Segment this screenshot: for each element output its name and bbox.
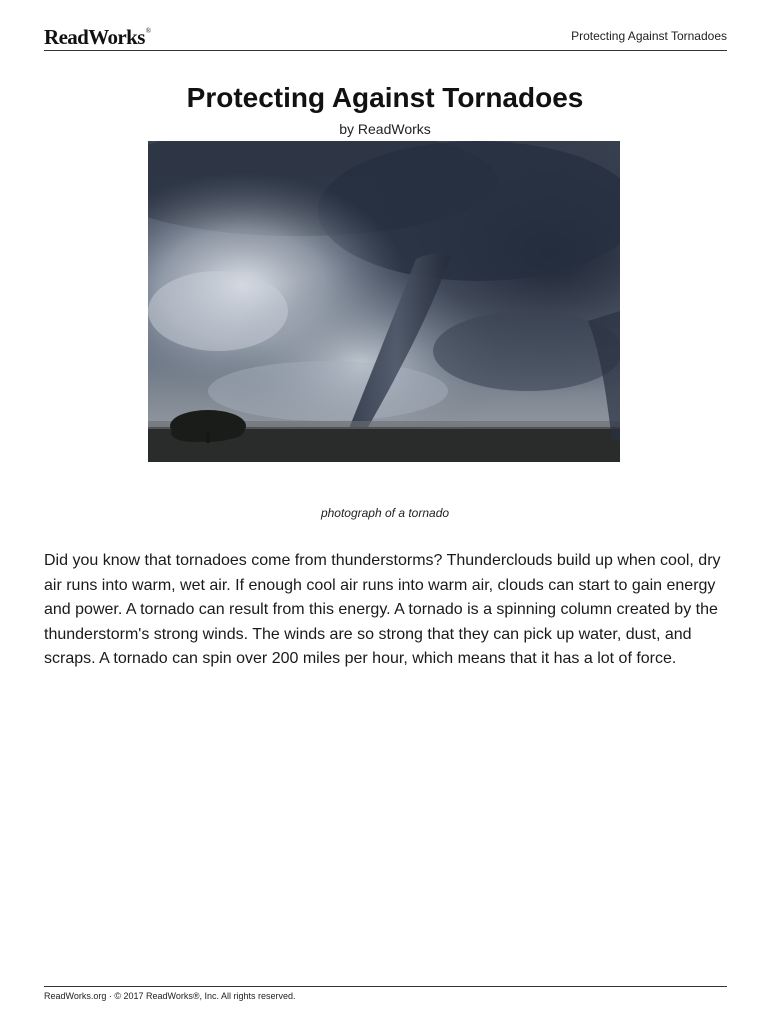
- article-byline: by ReadWorks: [339, 121, 431, 137]
- footer-divider: [44, 986, 727, 987]
- running-header-title: Protecting Against Tornadoes: [571, 29, 727, 43]
- article-title: Protecting Against Tornadoes: [186, 82, 584, 113]
- page-footer: ReadWorks.org · © 2017 ReadWorks®, Inc. All rights reserved.: [44, 991, 296, 1001]
- image-caption: photograph of a tornado: [320, 506, 450, 520]
- logo-registered-mark: ®: [145, 27, 151, 35]
- readworks-logo: [44, 25, 151, 50]
- tornado-photograph: [148, 141, 620, 462]
- page-header: [44, 22, 727, 51]
- article-paragraph: Did you know that tornadoes come from thunderstorms? Thunderclouds build up when cool, dry air runs into warm, wet air. If enough cool air runs into warm air, clouds can start to gain energy and power. A tornado can result from this energy. A tornado is a spinning column created by the thunderstorm's strong winds. The winds are so strong that they can pick up water, dust, and scraps. A tornado can spin over 200 miles per hour, which means that it has a lot of force.: [44, 552, 721, 668]
- logo-text: ReadWorks: [44, 25, 145, 49]
